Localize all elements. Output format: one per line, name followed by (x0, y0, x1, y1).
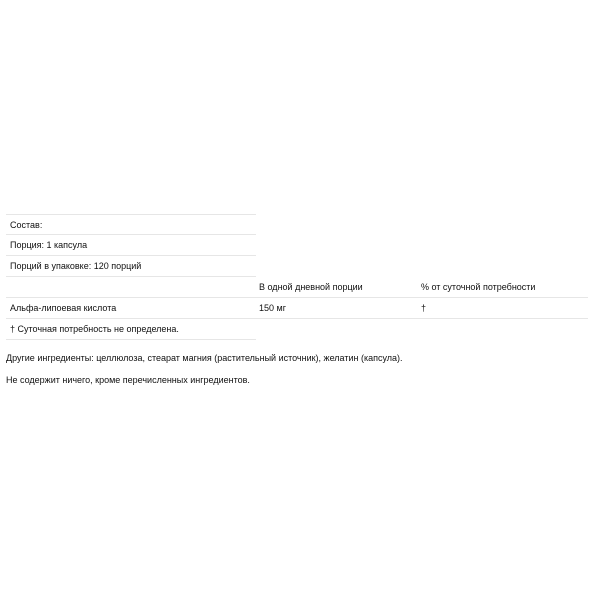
servings-per-container: Порций в упаковке: 120 порций (10, 261, 142, 271)
serving-size: Порция: 1 капсула (10, 240, 88, 250)
other-ingredients-note: Другие ингредиенты: целлюлоза, стеарат магния (растительный источник), желатин (капсула). (6, 353, 403, 363)
daily-value-footnote: † Суточная потребность не определена. (10, 324, 179, 334)
footnote-row (6, 319, 256, 340)
column-header-row (6, 277, 588, 298)
ingredient-row (6, 298, 588, 319)
free-of-note: Не содержит ничего, кроме перечисленных ингредиентов. (6, 375, 250, 385)
ingredient-amount: 150 мг (259, 303, 286, 313)
facts-heading: Состав: (10, 220, 43, 230)
servings-per-container-row (6, 256, 256, 277)
serving-size-row (6, 235, 256, 256)
column-header-daily-value: % от суточной потребности (421, 282, 536, 292)
ingredient-name: Альфа-липоевая кислота (10, 303, 117, 313)
supplement-facts-table (6, 214, 588, 340)
facts-heading-row (6, 214, 256, 235)
ingredient-daily-value: † (421, 303, 427, 313)
column-header-amount: В одной дневной порции (259, 282, 363, 292)
